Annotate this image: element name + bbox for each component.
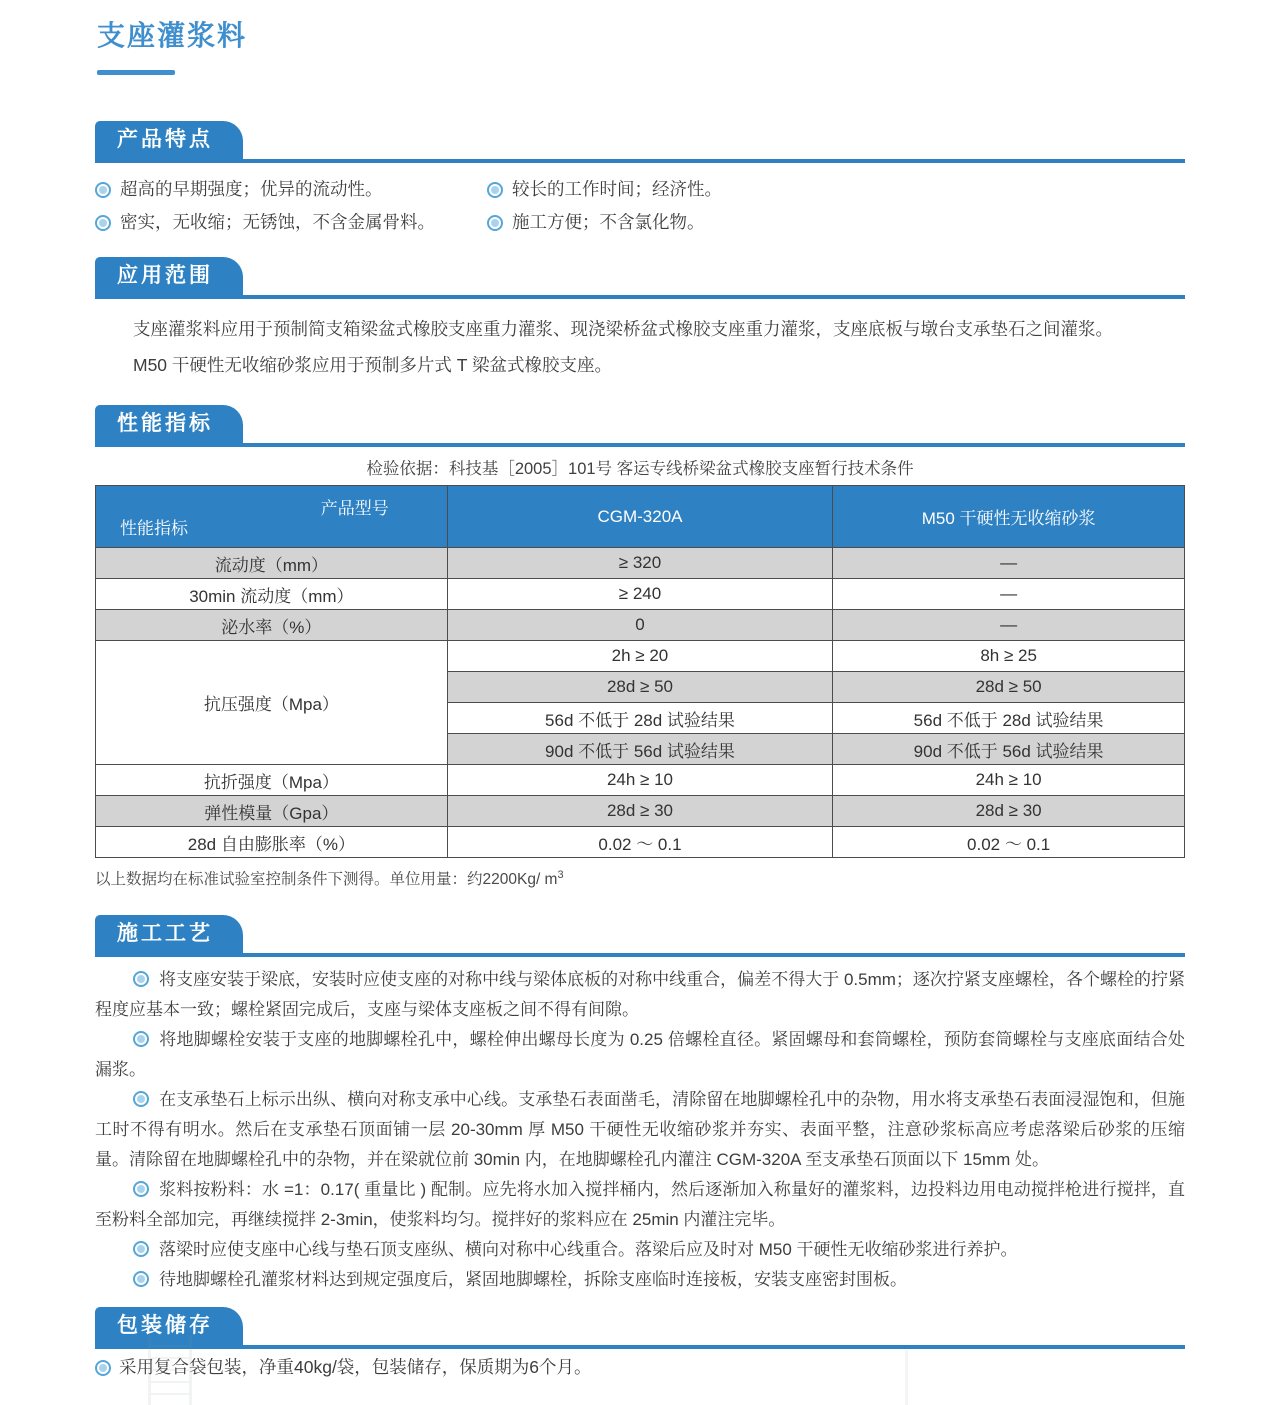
ring-bullet-icon [133, 1031, 149, 1047]
performance-table [95, 485, 1185, 858]
section-packaging [95, 1307, 1185, 1378]
application-text [95, 311, 1185, 383]
row-label: 抗折强度（Mpa） [96, 765, 448, 796]
column-header-cgm320a: CGM-320A [447, 486, 833, 548]
cell-value: 0.02 ～ 0.1 [447, 827, 833, 858]
ring-bullet-icon [133, 1181, 149, 1197]
row-label-compressive-strength: 抗压强度（Mpa） [96, 641, 448, 765]
packaging-item [95, 1357, 1185, 1378]
ring-bullet-icon [95, 1360, 111, 1376]
table-corner-cell [96, 486, 448, 548]
section-header-application [95, 257, 1185, 299]
cell-value: 24h ≥ 10 [833, 765, 1185, 796]
section-features [95, 121, 1185, 233]
application-line: M50 干硬性无收缩砂浆应用于预制多片式 T 梁盆式橡胶支座。 [133, 355, 613, 375]
ring-bullet-icon [133, 971, 149, 987]
feature-item [487, 179, 1185, 200]
table-row [96, 610, 1185, 641]
feature-text: 超高的早期强度；优异的流动性。 [120, 179, 383, 199]
section-badge: 施工工艺 [95, 915, 243, 953]
cell-value: — [833, 579, 1185, 610]
table-row [96, 765, 1185, 796]
column-header-m50: M50 干硬性无收缩砂浆 [833, 486, 1185, 548]
construction-paragraph: 浆料按粉料：水 =1：0.17( 重量比 ) 配制。应先将水加入搅拌桶内，然后逐渐加入称量好的灌浆料，边投料边用电动搅拌枪进行搅拌，直至粉料全部加完，再继续搅拌 2-3min，使浆料均匀。搅拌好的浆料应在 25min 内灌注完毕。 [95, 1180, 1185, 1230]
feature-text: 密实，无收缩；无锈蚀，不含金属骨料。 [120, 212, 435, 232]
ring-bullet-icon [95, 182, 111, 198]
row-label: 泌水率（%） [96, 610, 448, 641]
ring-bullet-icon [133, 1241, 149, 1257]
cell-value: 28d ≥ 50 [447, 672, 833, 703]
section-badge: 应用范围 [95, 257, 243, 295]
construction-paragraph: 将地脚螺栓安装于支座的地脚螺栓孔中，螺栓伸出螺母长度为 0.25 倍螺栓直径。紧固螺母和套筒螺栓，预防套筒螺栓与支座底面结合处漏浆。 [95, 1030, 1185, 1080]
construction-paragraph: 将支座安装于梁底，安装时应使支座的对称中线与梁体底板的对称中线重合，偏差不得大于 0.5mm；逐次拧紧支座螺栓，各个螺栓的拧紧程度应基本一致；螺栓紧固完成后，支座与梁体支座板之间不得有间隙。 [95, 970, 1185, 1020]
corner-label-product-model: 产品型号 [320, 499, 389, 518]
cell-value: 28d ≥ 50 [833, 672, 1185, 703]
construction-paragraph: 落梁时应使支座中心线与垫石顶支座纵、横向对称中心线重合。落梁后应及时对 M50 干硬性无收缩砂浆进行养护。 [95, 1235, 1185, 1265]
section-badge: 性能指标 [95, 405, 243, 443]
feature-item [487, 212, 1185, 233]
cell-value: 56d 不低于 28d 试验结果 [833, 703, 1185, 734]
feature-text: 较长的工作时间；经济性。 [512, 179, 722, 199]
construction-paragraph: 待地脚螺栓孔灌浆材料达到规定强度后，紧固地脚螺栓，拆除支座临时连接板，安装支座密封围板。 [95, 1265, 1185, 1295]
page-title: 支座灌浆料 [97, 20, 248, 51]
section-badge: 产品特点 [95, 121, 243, 159]
cell-value: 90d 不低于 56d 试验结果 [833, 734, 1185, 765]
section-header-packaging [95, 1307, 1185, 1349]
feature-text: 施工方便；不含氯化物。 [512, 212, 705, 232]
ring-bullet-icon [487, 182, 503, 198]
application-line: 支座灌浆料应用于预制简支箱梁盆式橡胶支座重力灌浆、现浇梁桥盆式橡胶支座重力灌浆，支座底板与墩台支承垫石之间灌浆。 [133, 319, 1113, 339]
ring-bullet-icon [133, 1271, 149, 1287]
ring-bullet-icon [487, 215, 503, 231]
cell-value: 90d 不低于 56d 试验结果 [447, 734, 833, 765]
title-underline [97, 70, 175, 75]
table-row [96, 579, 1185, 610]
section-application [95, 257, 1185, 383]
packaging-text: 采用复合袋包装，净重40kg/袋，包装储存，保质期为6个月。 [119, 1357, 592, 1378]
cell-value: 28d ≥ 30 [833, 796, 1185, 827]
section-header-construction [95, 915, 1185, 957]
table-header-row [96, 486, 1185, 548]
cell-value: — [833, 548, 1185, 579]
section-header-performance [95, 405, 1185, 447]
footnote-superscript: 3 [557, 869, 564, 881]
cell-value: — [833, 610, 1185, 641]
performance-note: 检验依据：科技基［2005］101号 客运专线桥梁盆式橡胶支座暂行技术条件 [366, 460, 914, 478]
table-row [96, 548, 1185, 579]
row-label: 28d 自由膨胀率（%） [96, 827, 448, 858]
section-header-features [95, 121, 1185, 163]
table-row [96, 827, 1185, 858]
cell-value: 0.02 ～ 0.1 [833, 827, 1185, 858]
section-badge: 包装储存 [95, 1307, 243, 1345]
table-row [96, 641, 1185, 672]
cell-value: 56d 不低于 28d 试验结果 [447, 703, 833, 734]
table-row [96, 796, 1185, 827]
cell-value: ≥ 320 [447, 548, 833, 579]
construction-paragraph: 在支承垫石上标示出纵、横向对称支承中心线。支承垫石表面凿毛，清除留在地脚螺栓孔中的杂物，用水将支承垫石表面浸湿饱和，但施工时不得有明水。然后在支承垫石顶面铺一层 20-30mm 厚 M50 干硬性无收缩砂浆并夯实、表面平整，注意砂浆标高应考虑落梁后砂浆的压缩量。清除留在地脚螺栓孔中的杂物，并在梁就位前 30min 内，在地脚螺栓孔内灌注 CGM-320A 至支承垫石顶面以下 15mm 处。 [95, 1090, 1185, 1170]
cell-value: 0 [447, 610, 833, 641]
construction-body [95, 965, 1185, 1295]
row-label: 弹性模量（Gpa） [96, 796, 448, 827]
cell-value: 28d ≥ 30 [447, 796, 833, 827]
ring-bullet-icon [95, 215, 111, 231]
features-list [95, 179, 1185, 233]
corner-label-performance-index: 性能指标 [120, 519, 188, 538]
cell-value: 24h ≥ 10 [447, 765, 833, 796]
feature-item [95, 179, 487, 200]
section-performance [95, 405, 1185, 889]
row-label: 30min 流动度（mm） [96, 579, 448, 610]
cell-value: 2h ≥ 20 [447, 641, 833, 672]
cell-value: 8h ≥ 25 [833, 641, 1185, 672]
feature-item [95, 212, 487, 233]
ring-bullet-icon [133, 1091, 149, 1107]
cell-value: ≥ 240 [447, 579, 833, 610]
section-construction [95, 915, 1185, 1295]
performance-footnote: 以上数据均在标准试验室控制条件下测得。单位用量：约2200Kg/ $m^3$ [95, 869, 564, 889]
row-label: 流动度（mm） [96, 548, 448, 579]
